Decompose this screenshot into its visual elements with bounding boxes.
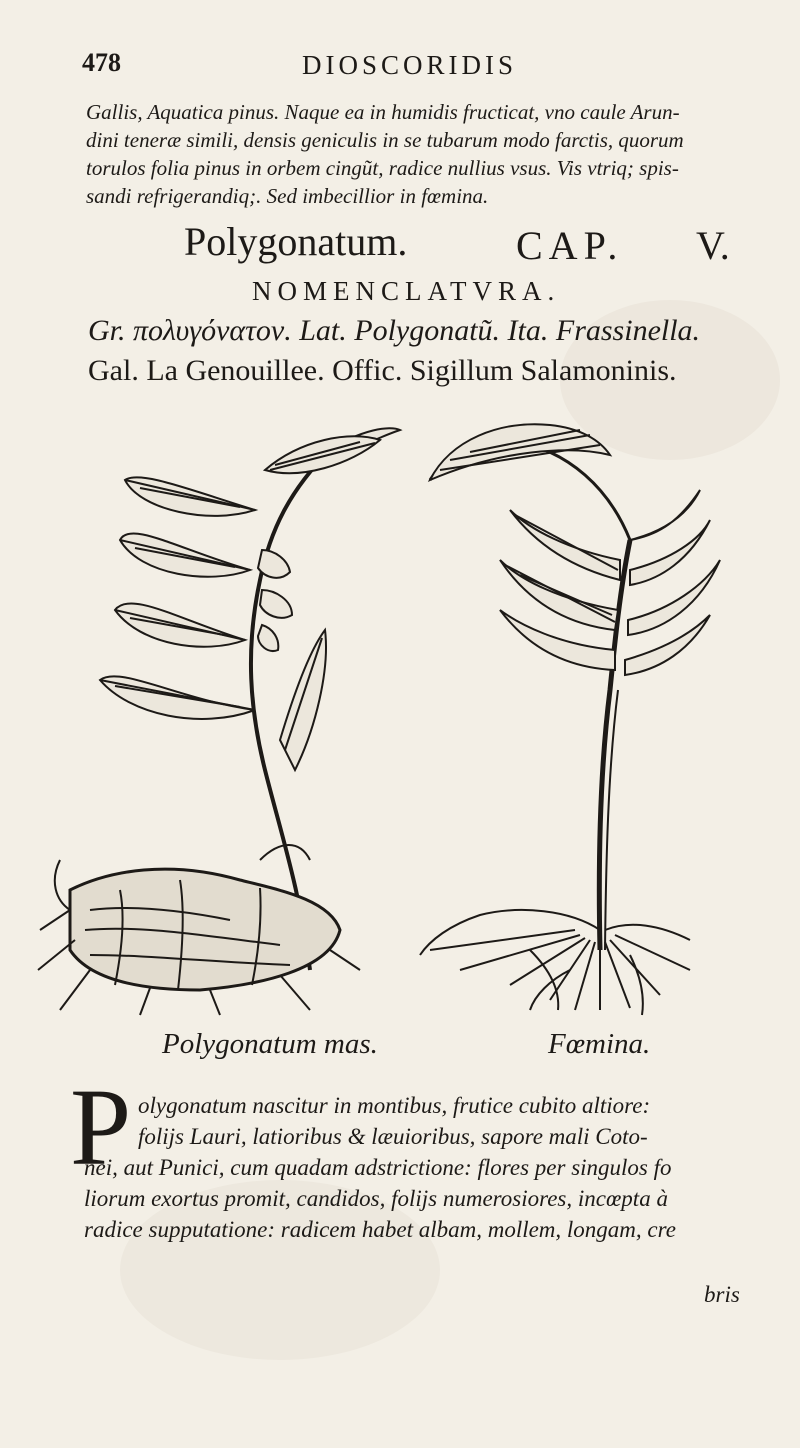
intro-line: torulos folia pinus in orbem cingũt, radice nullius vsus. Vis vtriq; spis- [86,156,679,180]
catchword: bris [704,1282,740,1307]
nomenclatura-names-line-2: Gal. La Genouillee. Offic. Sigillum Salamoninis. [88,354,677,387]
polygonatum-femina-plant [420,424,720,1015]
chapter-label: CAP. [516,223,624,268]
body-line: radice supputatione: radicem habet albam, mollem, longam, cre [84,1217,676,1242]
body-line: liorum exortus promit, candidos, folijs numerosiores, incœpta à [84,1186,668,1211]
illustration-caption-right: Fœmina. [548,1028,651,1060]
body-line: nei, aut Punici, cum quadam adstrictione: flores per singulos fo [84,1155,672,1180]
body-line: folijs Lauri, latioribus & læuioribus, sapore mali Coto- [138,1124,648,1149]
polygonatum-mas-plant [38,428,400,1015]
chapter-title [184,218,764,268]
intro-line: Gallis, Aquatica pinus. Naque ea in humidis fructicat, vno caule Arun- [86,100,680,124]
page-header [82,48,722,88]
chapter-number: V. [696,223,730,268]
intro-paragraph [86,98,766,210]
chapter-name: Polygonatum. [184,219,408,264]
illustration-caption-left: Polygonatum mas. [162,1028,378,1060]
intro-line: sandi refrigerandiq;. Sed imbecillior in fœmina. [86,184,489,208]
body-paragraph [84,1090,754,1245]
body-line: olygonatum nascitur in montibus, frutice cubito altiore: [138,1093,651,1118]
drop-capital: P [70,1066,132,1188]
page-number: 478 [82,48,121,77]
woodcut-illustration [30,410,750,1020]
nomenclatura-heading: NOMENCLATVRA. [252,276,561,306]
intro-line: dini teneræ simili, densis geniculis in se tubarum modo farctis, quorum [86,128,684,152]
nomenclatura-names-line-1: Gr. πολυγόνατον. Lat. Polygonatũ. Ita. Frassinella. [88,314,701,347]
running-head: DIOSCORIDIS [302,50,518,80]
